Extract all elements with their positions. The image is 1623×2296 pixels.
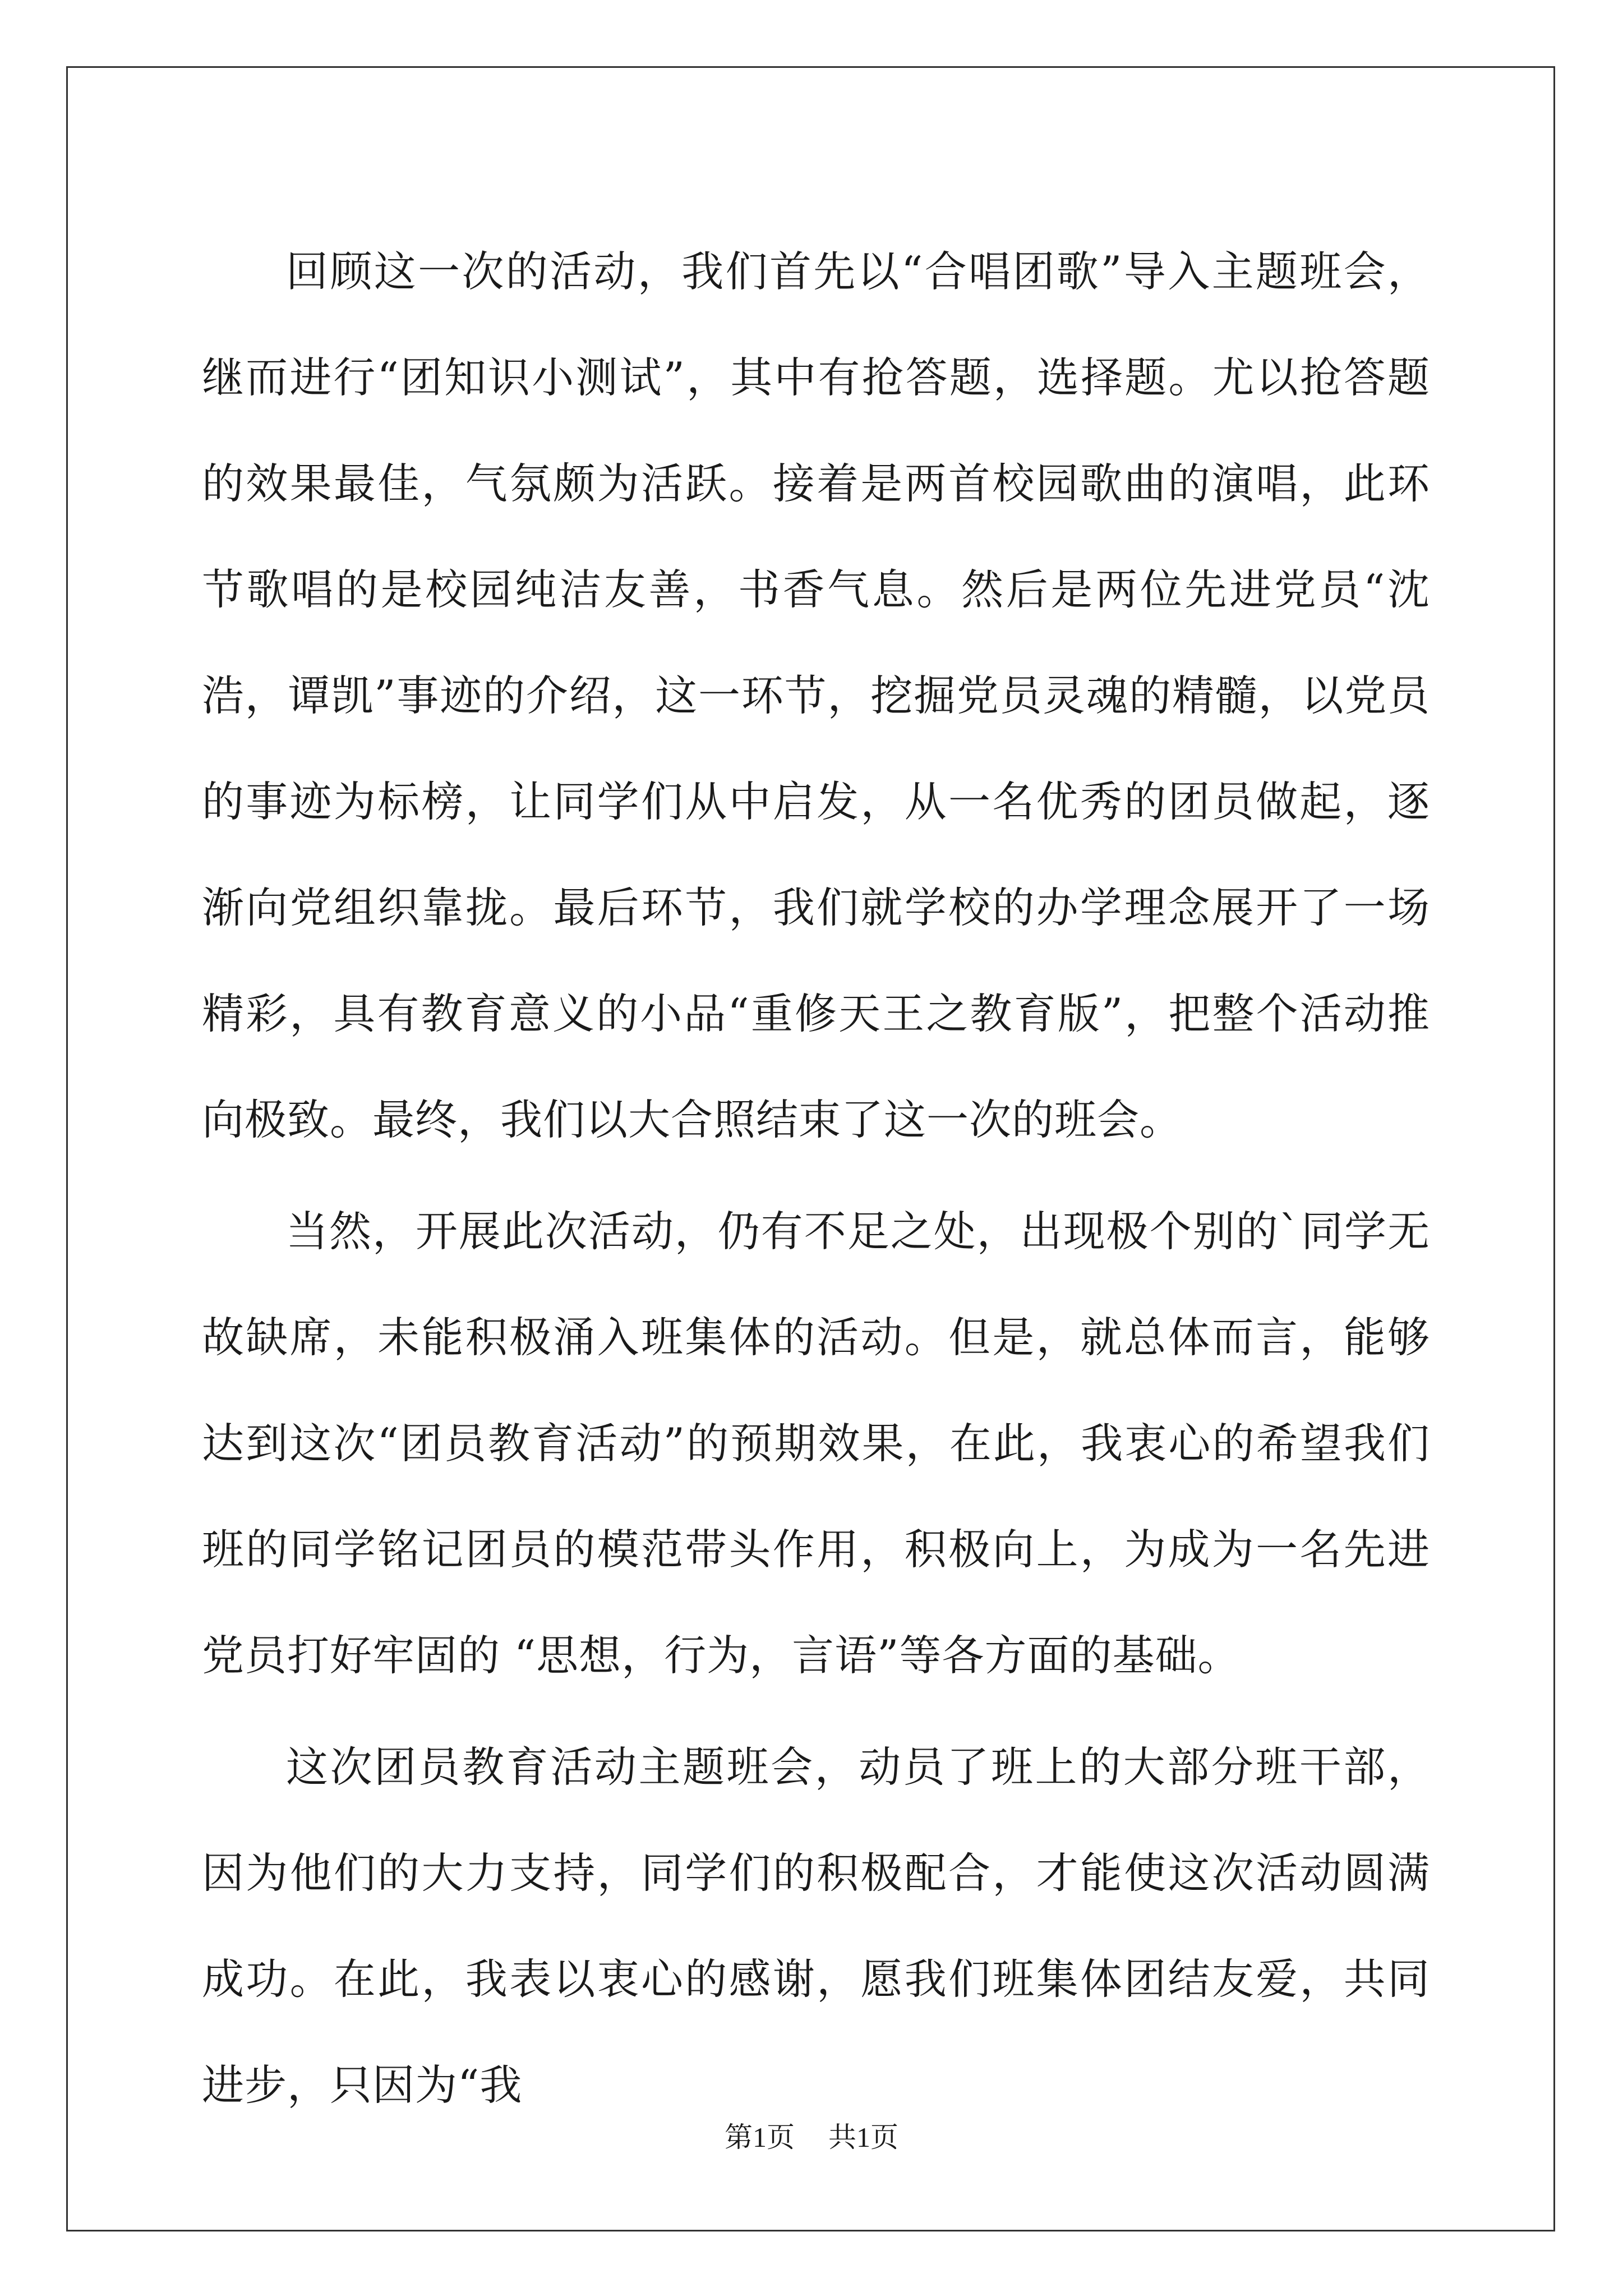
paragraph-2: 当然，开展此次活动，仍有不足之处，出现极个别的`同学无故缺席，未能积极涌入班集体的活动。但是，就总体而言，能够达到这次“团员教育活动”的预期效果，在此，我衷心的希望我们班的同学铭记团员的模范带头作用，积极向上，为成为一名先进党员打好牢固的 “思想，行为，言语”等各方面的基础。 bbox=[202, 1207, 1430, 1680]
document-body bbox=[202, 219, 1430, 2138]
page-number: 第1页 bbox=[725, 2122, 795, 2153]
page-total: 共1页 bbox=[828, 2122, 898, 2153]
paragraph-1: 回顾这一次的活动，我们首先以“合唱团歌”导入主题班会，继而进行“团知识小测试”，其中有抢答题，选择题。尤以抢答题的效果最佳，气氛颇为活跃。接着是两首校园歌曲的演唱，此环节歌唱的是校园纯洁友善，书香气息。然后是两位先进党员“沈浩，谭凯”事迹的介绍，这一环节，挖掘党员灵魂的精髓，以党员的事迹为标榜，让同学们从中启发，从一名优秀的团员做起，逐渐向党组织靠拢。最后环节，我们就学校的办学理念展开了一场精彩，具有教育意义的小品“重修天王之教育版”，把整个活动推向极致。最终，我们以大合照结束了这一次的班会。 bbox=[202, 247, 1430, 1144]
page-footer bbox=[0, 2115, 1623, 2155]
paragraph-3: 这次团员教育活动主题班会，动员了班上的大部分班干部，因为他们的大力支持，同学们的积极配合，才能使这次活动圆满成功。在此，我表以衷心的感谢，愿我们班集体团结友爱，共同进步，只因为“我 bbox=[202, 1742, 1430, 2110]
